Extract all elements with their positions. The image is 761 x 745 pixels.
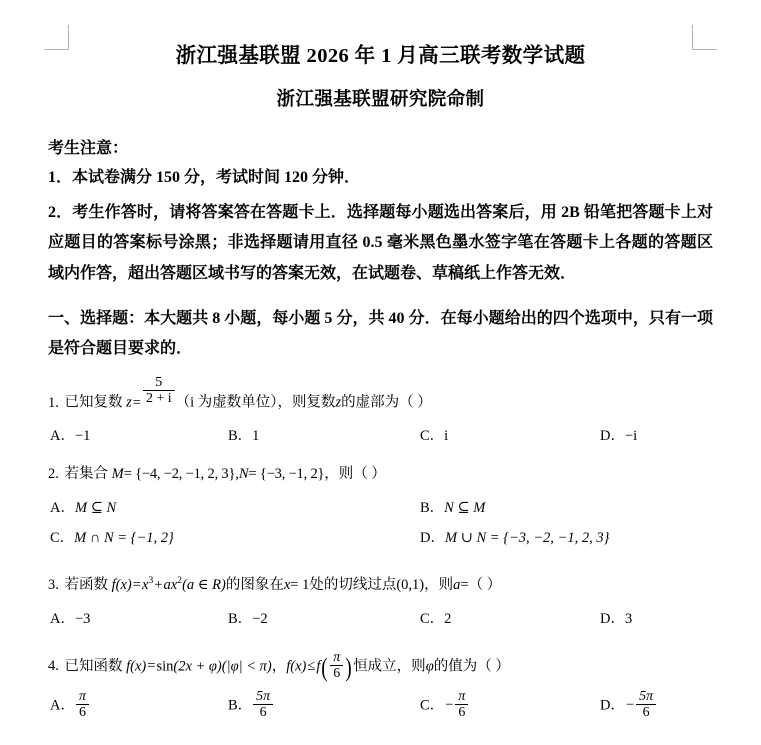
question-2-options-row-2 [48, 528, 713, 558]
question-2-set-n: N [238, 466, 249, 483]
question-4-number: 4. [48, 658, 59, 675]
question-4 [48, 647, 713, 745]
question-4-fraction [330, 650, 343, 681]
question-2-set-m: M [111, 466, 124, 483]
question-3-coefficient: a [163, 577, 171, 594]
question-4-option-b[interactable] [228, 689, 274, 720]
question-3 [48, 574, 713, 631]
title-block [0, 44, 761, 111]
question-4-phi: φ [425, 658, 434, 675]
question-3-term2-base: x [170, 577, 178, 594]
question-4-option-b-denominator: 6 [253, 704, 273, 720]
question-3-option-b[interactable] [228, 609, 268, 631]
question-3-mid-2: 处的切线过点 [309, 577, 397, 594]
question-3-x-value: = 1 [290, 577, 310, 594]
question-1-fraction [143, 375, 175, 406]
question-2 [48, 464, 713, 558]
question-1-option-a-value: −1 [74, 428, 91, 445]
question-1-option-c-value: i [444, 428, 449, 445]
question-3-term2-exponent: 2 [177, 575, 183, 587]
question-4-option-c-denominator: 6 [455, 704, 468, 720]
question-2-options [48, 498, 713, 558]
question-4-option-d-denominator: 6 [636, 704, 656, 720]
question-4-option-b-label: B． [228, 697, 253, 714]
question-1-variable-2: z [335, 394, 342, 411]
question-1-option-c-label: C． [420, 428, 445, 445]
question-4-option-c-label: C． [420, 697, 445, 714]
question-2-set-n-value: = {−3, −1, 2} [248, 466, 325, 483]
question-4-option-d-sign: − [625, 697, 635, 714]
question-1-fraction-denominator: 2 + i [143, 390, 175, 406]
question-3-tail-2: =（ ） [460, 577, 502, 594]
question-3-point: (0,1) [396, 577, 425, 594]
question-2-set-m-value: = {−4, −2, −1, 2, 3} [123, 466, 236, 483]
question-1-fraction-numerator: 5 [155, 375, 163, 391]
question-4-option-d[interactable] [600, 689, 657, 720]
question-2-tail: ，则（ ） [324, 466, 386, 483]
question-4-function-3: f [316, 658, 321, 675]
question-4-option-c-fraction [455, 689, 468, 720]
question-4-function: f [126, 658, 131, 675]
question-3-condition: (a ∈ R) [182, 577, 226, 594]
question-1-option-a[interactable] [50, 426, 90, 448]
question-4-leq: ≤ [307, 658, 316, 675]
question-4-option-a-label: A． [50, 697, 75, 714]
question-1-option-c[interactable] [420, 426, 448, 448]
question-1-mid: （i 为虚数单位），则复数 [175, 394, 336, 411]
question-3-function: f [111, 577, 116, 594]
question-2-option-d-value: M ∪ N = {−3, −2, −1, 2, 3} [444, 530, 610, 547]
question-3-number: 3. [48, 577, 59, 594]
question-2-options-row-1 [48, 498, 713, 528]
question-4-close-paren: ) [345, 651, 352, 682]
question-4-option-a-denominator: 6 [76, 704, 89, 720]
question-4-sin: sin [156, 658, 174, 675]
question-4-lead: 已知函数 [64, 658, 123, 675]
question-3-option-b-value: −2 [252, 610, 268, 627]
question-3-tail: ，则 [424, 577, 454, 594]
question-4-option-a-numerator: π [78, 689, 86, 705]
section-heading-choice: 一、选择题：本大题共 8 小题，每小题 5 分，共 40 分．在每小题给出的四个选项中，只有一项是符合题目要求的． [48, 309, 713, 358]
question-3-mid: 的图象在 [225, 577, 284, 594]
question-4-option-d-numerator: 5π [639, 689, 654, 705]
question-4-option-a-fraction [76, 689, 89, 720]
question-3-option-d[interactable] [600, 609, 632, 631]
question-4-condition: (|φ| < π) [221, 658, 272, 675]
question-3-term1-base: x [141, 577, 149, 594]
question-2-option-b-label: B． [420, 500, 445, 517]
question-2-option-a[interactable] [50, 498, 116, 520]
question-2-lead: 若集合 [64, 466, 108, 483]
question-4-open-paren: ( [321, 651, 329, 682]
question-3-option-c-value: 2 [444, 610, 452, 627]
question-1 [48, 375, 713, 448]
question-2-option-c-label: C． [50, 530, 75, 547]
question-4-option-c-numerator: π [458, 689, 466, 705]
question-2-option-d-label: D． [420, 530, 445, 547]
notice-item-2: 2．考生作答时，请将答案答在答题卡上．选择题每小题选出答案后，用 2B 铅笔把答题卡上对应题目的答案标号涂黑；非选择题请用直径 0.5 毫米黑色墨水签字笔在答题卡上各题的答题区域内作答，超出答题区域书写的答案无效，在试题卷、草稿纸上作答无效． [48, 203, 713, 282]
question-3-lead: 若函数 [64, 577, 108, 594]
question-3-option-a-value: −3 [74, 610, 91, 627]
question-4-fraction-numerator: π [333, 649, 341, 665]
question-1-option-b-label: B． [228, 428, 253, 445]
question-3-stem [48, 574, 713, 597]
question-2-stem: 2. 若集合 M= {−4, −2, −1, 2, 3},N= {−3, −1, 2}，则（ ） [48, 466, 386, 483]
question-4-option-b-fraction [253, 689, 273, 720]
question-1-option-b[interactable] [228, 426, 259, 448]
question-4-stem [48, 647, 713, 687]
question-1-option-a-label: A． [50, 428, 75, 445]
question-4-option-c-sign: − [445, 697, 454, 714]
question-4-sin-argument: (2x + φ) [173, 658, 222, 675]
question-3-function-arg: (x) [115, 577, 132, 594]
page-content [48, 139, 713, 745]
question-4-option-c[interactable] [420, 689, 469, 720]
question-2-option-b[interactable] [420, 498, 485, 520]
question-1-option-d[interactable] [600, 426, 637, 448]
question-1-option-b-value: 1 [252, 428, 260, 445]
question-1-tail: 的虚部为（ ） [341, 394, 432, 411]
question-2-option-c-value: M ∩ N = {−1, 2} [74, 530, 174, 547]
question-4-equals: = [147, 658, 156, 675]
question-2-option-c[interactable] [50, 528, 174, 550]
question-3-term1-exponent: 3 [148, 575, 154, 587]
question-4-fraction-denominator: 6 [330, 665, 343, 681]
question-1-stem [48, 375, 713, 414]
notice-item-1: 1．本试卷满分 150 分，考试时间 120 分钟． [48, 168, 361, 186]
question-2-option-a-value: M ⊆ N [74, 500, 117, 517]
question-2-number: 2. [48, 466, 59, 483]
page-title: 浙江强基联盟 2026 年 1 月高三联考数学试题 [175, 45, 586, 67]
question-3-plus: + [154, 577, 163, 594]
question-1-equals: = [132, 394, 141, 411]
question-3-option-a-label: A． [50, 610, 75, 627]
question-4-function-2: f [286, 658, 291, 675]
question-4-function-2-arg: (x) [290, 658, 307, 675]
question-2-option-a-label: A． [50, 500, 75, 517]
question-1-option-d-label: D． [600, 428, 625, 445]
question-3-option-d-value: 3 [624, 610, 633, 627]
page-subtitle: 浙江强基联盟研究院命制 [276, 89, 485, 110]
question-3-option-c-label: C． [420, 610, 445, 627]
question-3-option-d-label: D． [600, 610, 625, 627]
question-3-option-a[interactable] [50, 609, 90, 631]
question-3-option-b-label: B． [228, 610, 253, 627]
question-1-lead: 已知复数 [64, 394, 123, 411]
question-3-option-c[interactable] [420, 609, 451, 631]
question-2-option-b-value: N ⊆ M [444, 500, 486, 517]
question-3-unknown: a [453, 577, 461, 594]
question-1-variable: z [126, 394, 132, 411]
question-3-options [48, 609, 713, 631]
question-4-option-b-numerator: 5π [256, 689, 271, 705]
question-2-option-d[interactable] [420, 528, 609, 550]
question-4-tail: 的值为（ ） [433, 658, 510, 675]
question-1-number: 1. [48, 394, 59, 411]
question-3-equals: = [132, 577, 141, 594]
question-1-options [48, 426, 713, 448]
question-3-x: x [283, 577, 291, 594]
question-4-option-d-label: D． [600, 697, 625, 714]
question-4-mid: 恒成立，则 [353, 658, 426, 675]
question-4-comma: ， [271, 658, 287, 675]
notice-heading: 考生注意： [48, 139, 129, 157]
question-4-function-arg: (x) [130, 658, 147, 675]
question-4-option-a[interactable] [50, 689, 90, 720]
question-1-option-d-value: −i [624, 428, 638, 445]
question-4-option-d-fraction [636, 689, 656, 720]
